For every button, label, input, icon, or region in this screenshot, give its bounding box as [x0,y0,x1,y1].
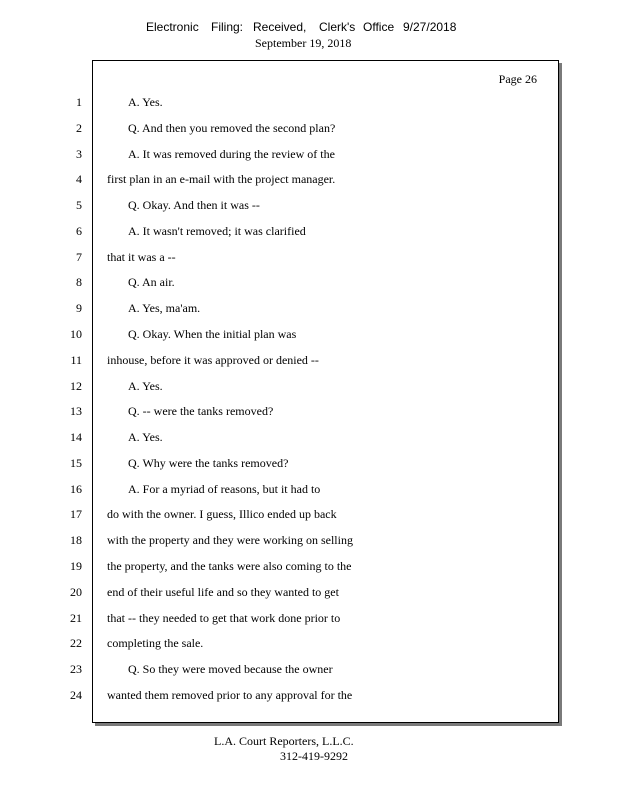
transcript-line: end of their useful life and so they wanted to get [107,585,339,599]
line-number: 13 [70,404,82,418]
line-number: 14 [70,430,82,444]
transcript-date: September 19, 2018 [255,36,352,50]
transcript-line: Q. Okay. When the initial plan was [128,327,297,341]
line-number: 12 [70,379,82,393]
line-number: 16 [70,482,82,496]
filing-word: Received, [253,20,307,34]
filing-word: Office [363,20,395,34]
transcript-line: Q. Why were the tanks removed? [128,456,289,470]
transcript-line: Q. So they were moved because the owner [128,662,333,676]
transcript-line: Q. -- were the tanks removed? [128,404,274,418]
filing-stamp [146,20,471,34]
line-number: 15 [70,456,82,470]
transcript-line: A. For a myriad of reasons, but it had to [128,482,321,496]
transcript-line: completing the sale. [107,636,204,650]
court-reporter-name: L.A. Court Reporters, L.L.C. [214,734,354,748]
transcript-line: A. It was removed during the review of the [128,147,335,161]
court-reporter-phone: 312-419-9292 [280,749,348,763]
transcript-line: the property, and the tanks were also coming to the [107,559,352,573]
filing-word: Filing: [211,20,244,34]
line-number: 21 [70,611,82,625]
line-number: 2 [76,121,82,135]
line-number: 9 [76,301,82,315]
transcript-line: A. It wasn't removed; it was clarified [128,224,306,238]
filing-word: Clerk's [319,20,356,34]
filing-word: 9/27/2018 [403,20,457,34]
line-number: 20 [70,585,82,599]
line-number: 7 [76,250,82,264]
line-number: 6 [76,224,82,238]
filing-word: Electronic [146,20,199,34]
line-number: 24 [70,688,82,702]
page-number: Page 26 [498,72,537,86]
line-number: 8 [76,275,82,289]
line-number: 11 [70,353,82,367]
transcript-line: inhouse, before it was approved or denied -- [107,353,319,367]
transcript-line: that it was a -- [107,250,176,264]
transcript-line: that -- they needed to get that work done prior to [107,611,341,625]
line-number: 18 [70,533,82,547]
line-number: 23 [70,662,82,676]
transcript-line: Q. And then you removed the second plan? [128,121,336,135]
line-number: 22 [70,636,82,650]
transcript-line: do with the owner. I guess, Illico ended up back [107,507,337,521]
transcript-line: A. Yes. [128,379,163,393]
transcript-line: A. Yes. [128,430,163,444]
transcript-line: Q. Okay. And then it was -- [128,198,260,212]
line-number: 5 [76,198,82,212]
line-number: 10 [70,327,82,341]
line-number: 3 [76,147,82,161]
line-number: 4 [76,172,82,186]
line-number: 19 [70,559,82,573]
transcript-line: A. Yes. [128,95,163,109]
transcript-line: wanted them removed prior to any approval for the [107,688,353,702]
transcript-line: A. Yes, ma'am. [128,301,201,315]
line-number: 1 [76,95,82,109]
transcript-line: with the property and they were working on selling [107,533,353,547]
transcript-line: first plan in an e-mail with the project manager. [107,172,336,186]
line-number: 17 [70,507,82,521]
transcript-line: Q. An air. [128,275,175,289]
